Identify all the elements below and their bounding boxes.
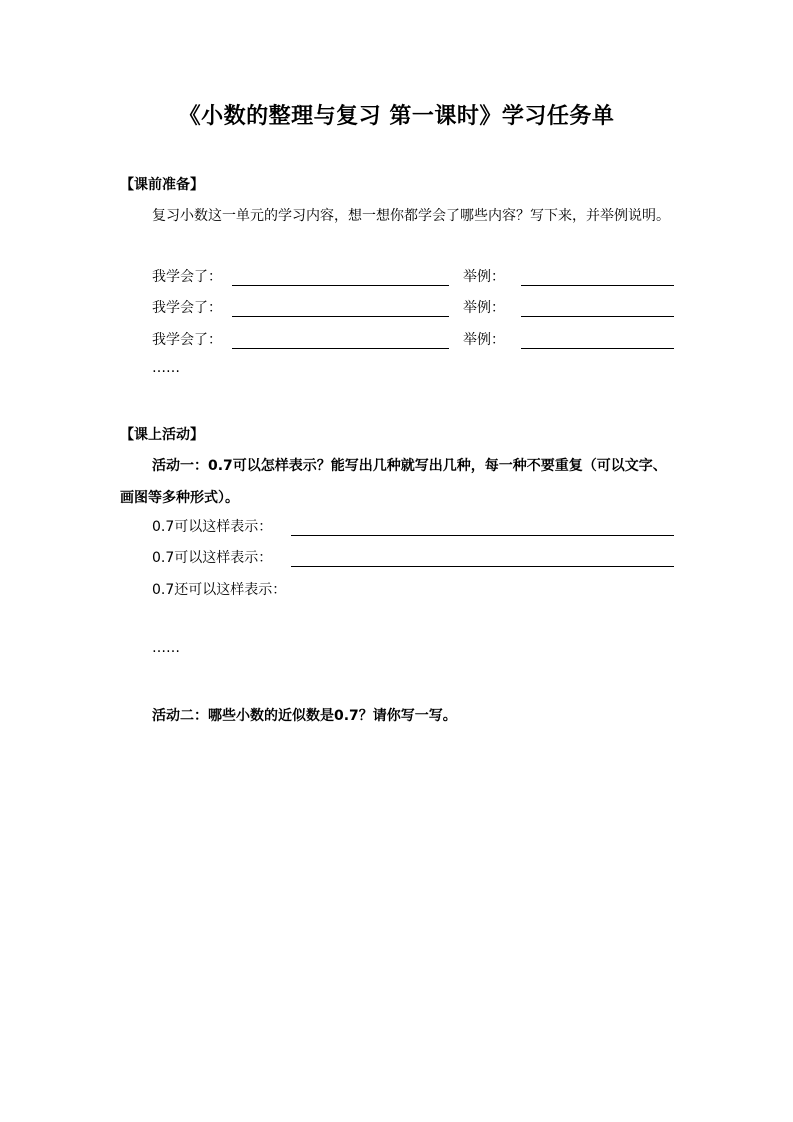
learned-label: 我学会了： (152, 332, 222, 348)
learned-blank-3[interactable] (232, 348, 449, 349)
representation-label: 0.7可以这样表示： (152, 519, 273, 535)
learned-blank-1[interactable] (232, 285, 449, 286)
representation-label: 0.7可以这样表示： (152, 550, 273, 566)
learned-blank-2[interactable] (232, 316, 449, 317)
example-label: 举例： (463, 300, 505, 316)
learned-label: 我学会了： (152, 269, 222, 285)
activity-one-ellipsis: …… (152, 640, 180, 656)
representation-blank-1[interactable] (291, 535, 674, 536)
representation-blank-2[interactable] (291, 566, 674, 567)
in-class-heading: 【课上活动】 (120, 427, 204, 443)
learned-row-3 (152, 329, 676, 351)
activity-one-row-1 (152, 516, 676, 538)
pre-class-instruction: 复习小数这一单元的学习内容，想一想你都学会了哪些内容？写下来，并举例说明。 (152, 208, 670, 224)
activity-one-row-3 (152, 579, 676, 601)
learned-row-1 (152, 266, 676, 288)
example-label: 举例： (463, 269, 505, 285)
example-blank-1[interactable] (521, 285, 674, 286)
activity-one-prompt: 活动一：0.7可以怎样表示？能写出几种就写出几种，每一种不要重复（可以文字、画图等多种形式）。 (120, 458, 667, 506)
representation-label-more: 0.7还可以这样表示： (152, 582, 287, 598)
example-blank-3[interactable] (521, 348, 674, 349)
page-title: 《小数的整理与复习 第一课时》学习任务单 (178, 104, 615, 129)
learned-row-2 (152, 297, 676, 319)
activity-one-row-2 (152, 547, 676, 569)
learned-label: 我学会了： (152, 300, 222, 316)
pre-class-heading: 【课前准备】 (120, 177, 204, 193)
example-label: 举例： (463, 332, 505, 348)
pre-class-ellipsis: …… (152, 360, 180, 376)
activity-two-prompt: 活动二：哪些小数的近似数是0.7？请你写一写。 (152, 708, 457, 724)
example-blank-2[interactable] (521, 316, 674, 317)
